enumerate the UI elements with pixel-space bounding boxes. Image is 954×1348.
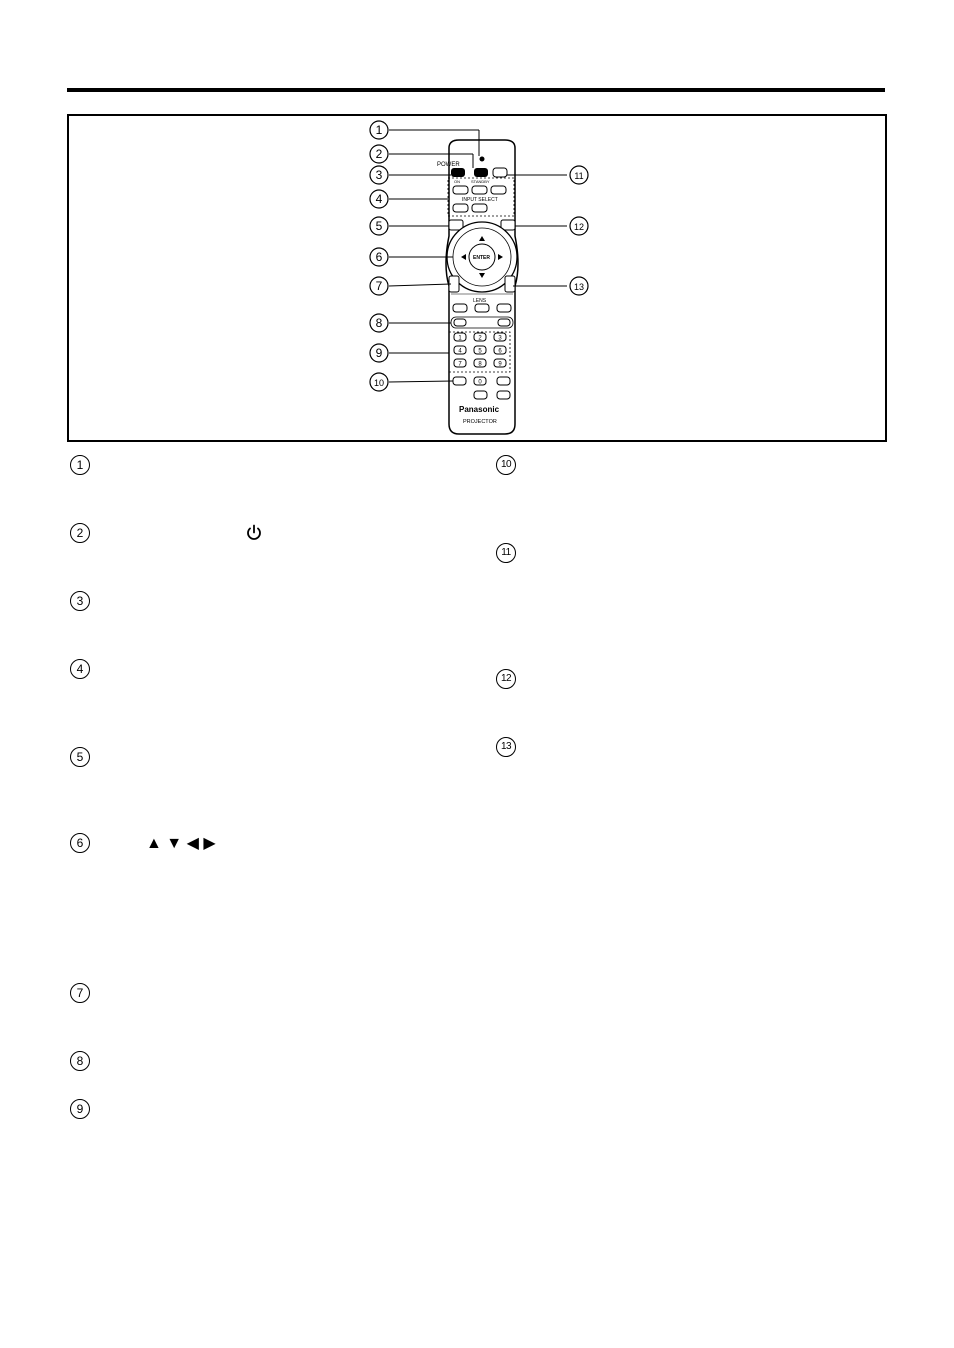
item-number-10: 10	[496, 455, 516, 475]
power-on-button[interactable]	[451, 168, 465, 177]
focus-button[interactable]	[453, 304, 467, 312]
key-4-label: 4	[458, 348, 462, 355]
power-icon	[245, 524, 263, 542]
shift-button[interactable]	[497, 304, 511, 312]
rgb2-button[interactable]	[472, 186, 487, 194]
item-number-8: 8	[70, 1051, 90, 1071]
item-number-9: 9	[70, 1099, 90, 1119]
item-number-12: 12	[496, 669, 516, 689]
callout-8: 8	[375, 316, 383, 330]
callout-1: 1	[375, 123, 383, 137]
std-key-button[interactable]	[497, 377, 510, 385]
item-number-4: 4	[70, 659, 90, 679]
remote-figure	[67, 114, 887, 442]
zoom-button[interactable]	[475, 304, 489, 312]
remote-illustration	[69, 116, 885, 440]
callout-9: 9	[375, 346, 383, 360]
callout-12: 12	[573, 222, 585, 232]
top-rule	[67, 88, 885, 92]
callout-7: 7	[375, 279, 383, 293]
enter-label: ENTER	[473, 255, 490, 261]
callout-11: 11	[574, 171, 584, 181]
callout-5: 5	[375, 219, 383, 233]
item-number-11: 11	[496, 543, 516, 563]
dzoom-minus-button[interactable]	[497, 391, 510, 399]
callout-13: 13	[573, 282, 585, 292]
callout-3: 3	[375, 168, 383, 182]
dzoom-plus-button[interactable]	[474, 391, 487, 399]
brand-label: Panasonic	[459, 405, 500, 414]
callout-4: 4	[375, 192, 383, 206]
power-label: POWER	[437, 162, 460, 168]
item-number-3: 3	[70, 591, 90, 611]
item-number-13: 13	[496, 737, 516, 757]
shutter-button[interactable]	[493, 168, 507, 177]
item-number-6: 6	[70, 833, 90, 853]
key-1-label: 1	[458, 335, 462, 342]
model-label: PROJECTOR	[463, 419, 497, 425]
item-number-2: 2	[70, 523, 90, 543]
key-3-label: 3	[498, 335, 502, 342]
on-label: ON	[454, 179, 460, 184]
item-number-5: 5	[70, 747, 90, 767]
callout-10: 10	[373, 378, 385, 388]
key-7-label: 7	[458, 361, 462, 368]
callout-2: 2	[375, 147, 383, 161]
key-8-label: 8	[478, 361, 482, 368]
direction-arrows: ▲ ▼ ◀ ▶	[146, 835, 216, 852]
standby-label: STANDBY	[471, 179, 490, 184]
item-number-7: 7	[70, 983, 90, 1003]
callout-6: 6	[375, 250, 383, 264]
key-5-label: 5	[478, 348, 482, 355]
key-9-label: 9	[498, 361, 502, 368]
input-select-label: INPUT SELECT	[462, 197, 498, 203]
id-all-button[interactable]	[505, 276, 515, 292]
lens-label: LENS	[473, 298, 487, 304]
func1-button[interactable]	[454, 319, 466, 326]
dvi-button[interactable]	[491, 186, 506, 194]
key-6-label: 6	[498, 348, 502, 355]
item-number-1: 1	[70, 455, 90, 475]
index-button[interactable]	[453, 377, 466, 385]
key-0-label: 0	[478, 379, 482, 386]
standby-button[interactable]	[474, 168, 488, 177]
indicator-lamp	[480, 157, 485, 162]
rgb1-button[interactable]	[453, 186, 468, 194]
video-button[interactable]	[453, 204, 468, 212]
svideo-button[interactable]	[472, 204, 487, 212]
key-2-label: 2	[478, 335, 482, 342]
auto-button[interactable]	[498, 319, 510, 326]
